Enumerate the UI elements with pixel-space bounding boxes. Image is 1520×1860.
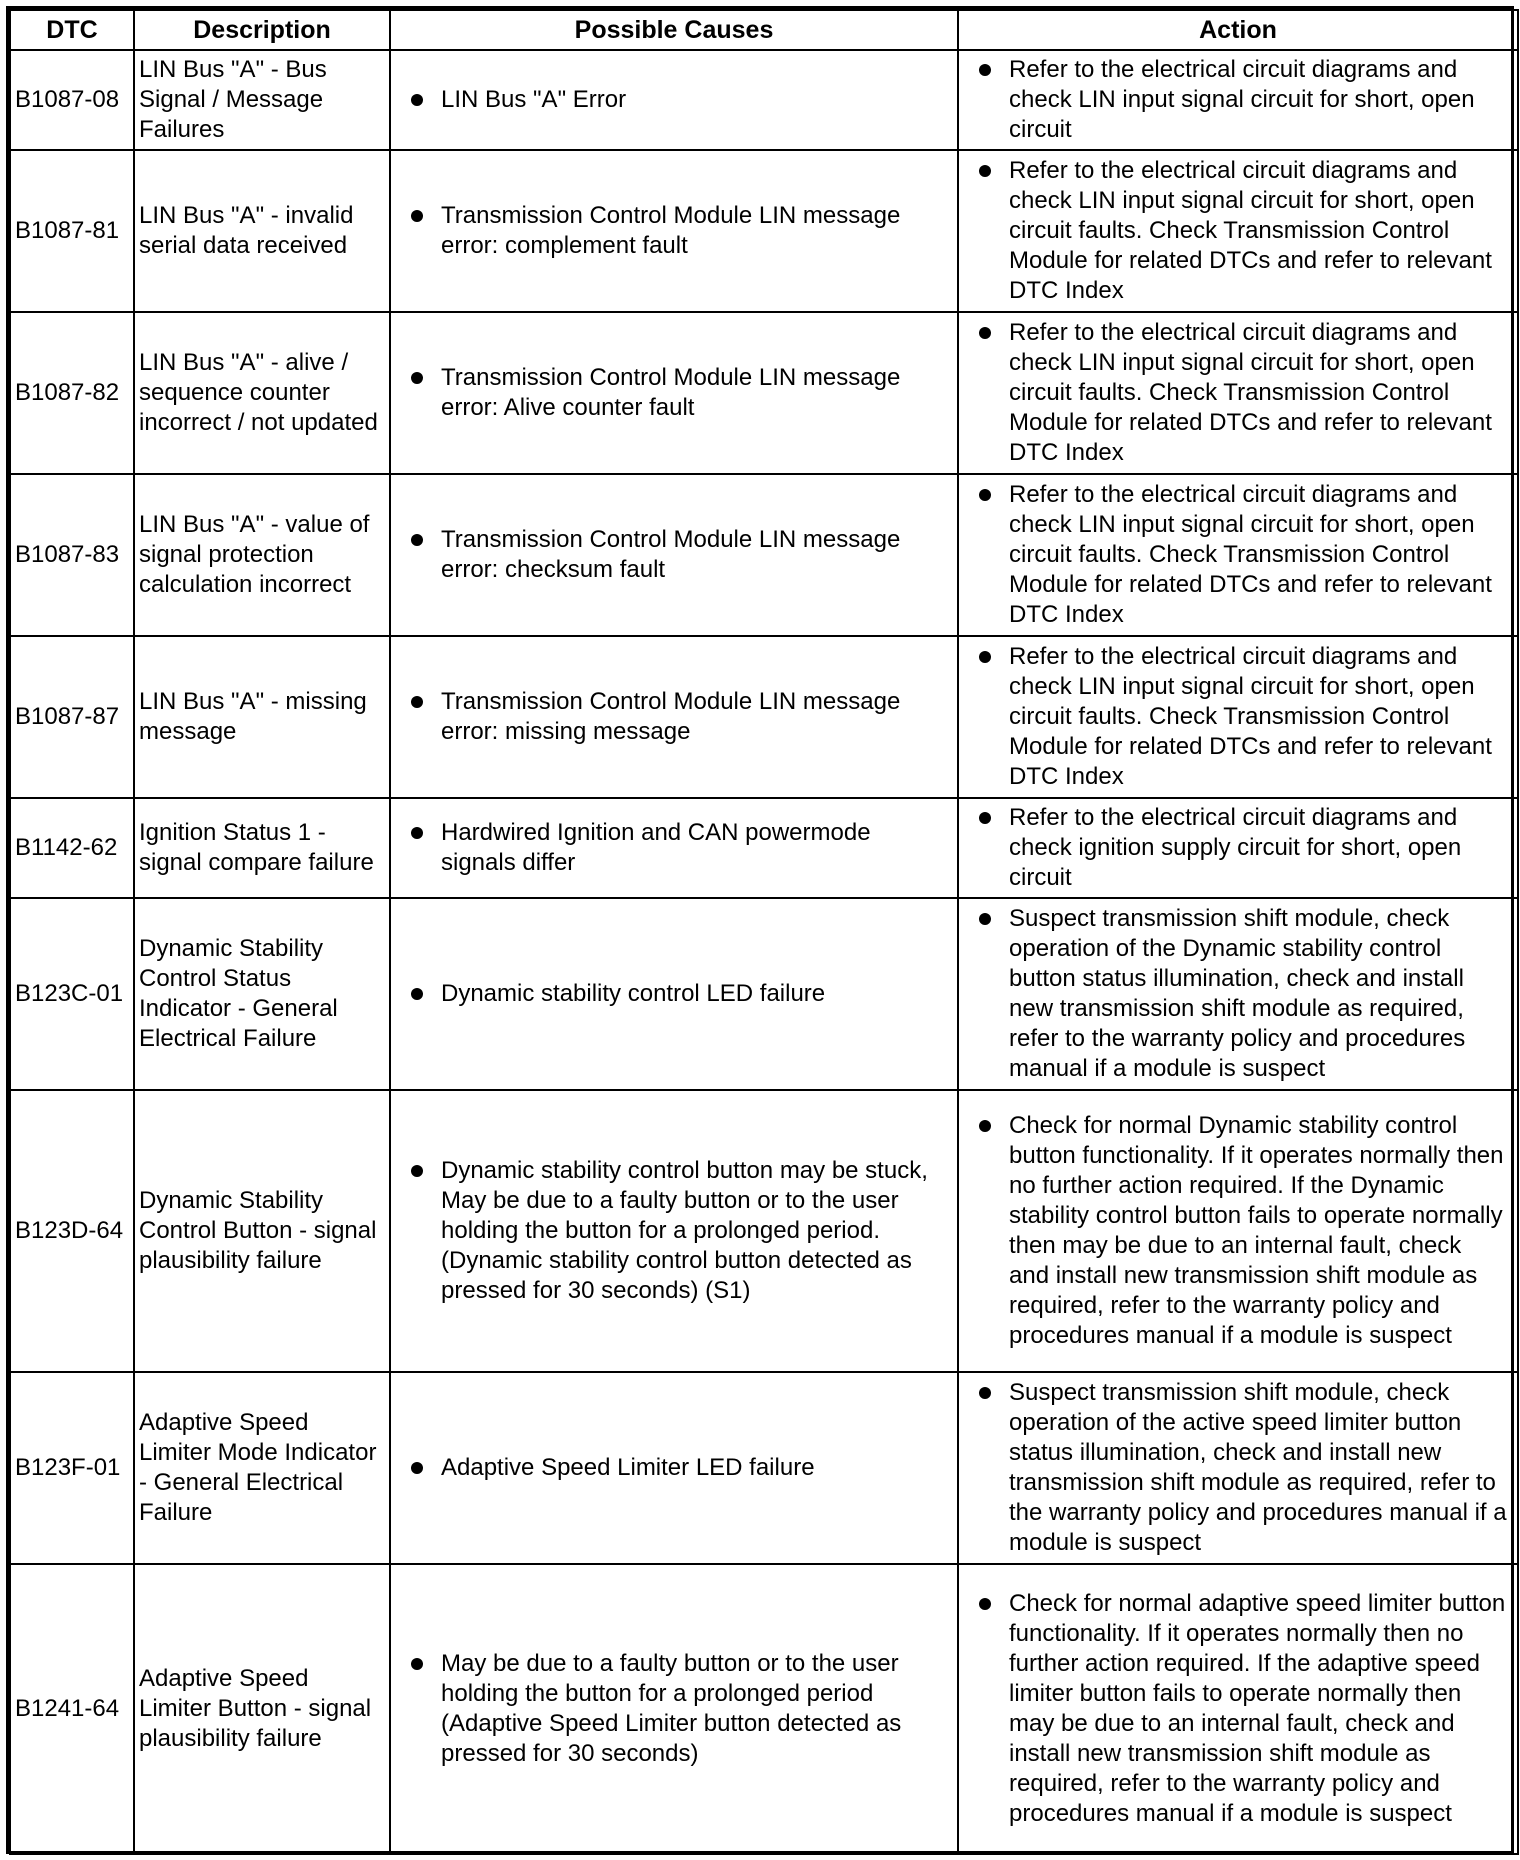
action-text: Refer to the electrical circuit diagrams and check LIN input signal circuit for short, open circuit faults. Check Transmission Control Module for related DTCs and refer to relevant DTC Index [1009,481,1492,628]
table-row [10,50,1518,150]
table-row [10,312,1518,474]
possible-cause: Hardwired Ignition and CAN powermode signals differ [441,819,871,876]
dtc-table-sheet [6,6,1514,1854]
possible-cause: Transmission Control Module LIN message error: Alive counter fault [441,364,901,421]
dtc-description: Dynamic Stability Control Button - signal plausibility failure [134,1090,390,1372]
table-row [10,1090,1518,1372]
possible-cause: Transmission Control Module LIN message error: checksum fault [441,526,901,583]
action-text: Check for normal adaptive speed limiter button functionality. If it operates normally then no further action required. If the adaptive speed limiter button fails to operate normally then may be due to an internal fault, check and install new transmission shift module as required, refer to the warranty policy and procedures manual if a module is suspect [1009,1590,1506,1827]
header-possible-causes: Possible Causes [390,10,958,50]
action-text: Suspect transmission shift module, check operation of the active speed limiter button status illumination, check and install new transmission shift module as required, refer to the warranty policy and procedures manual if a module is suspect [1009,1379,1507,1556]
dtc-description: LIN Bus "A" - invalid serial data received [134,150,390,312]
action-text: Refer to the electrical circuit diagrams and check LIN input signal circuit for short, open circuit [1009,56,1475,143]
table-row [10,898,1518,1090]
dtc-code: B1087-08 [10,50,134,150]
dtc-code: B1241-64 [10,1564,134,1854]
dtc-code: B1087-83 [10,474,134,636]
bullet-icon [411,1165,423,1177]
table-row [10,798,1518,898]
possible-cause: Transmission Control Module LIN message error: missing message [441,688,901,745]
possible-cause: Dynamic stability control button may be stuck, May be due to a faulty button or to the user holding the button for a prolonged period. (Dynamic stability control button detected as pressed for 30 seconds) (S1) [441,1157,928,1304]
bullet-icon [979,1120,991,1132]
action-text: Refer to the electrical circuit diagrams and check LIN input signal circuit for short, open circuit faults. Check Transmission Control Module for related DTCs and refer to relevant DTC Index [1009,157,1492,304]
bullet-icon [411,988,423,1000]
bullet-icon [411,372,423,384]
bullet-icon [411,827,423,839]
bullet-icon [979,327,991,339]
table-row [10,1372,1518,1564]
action-text: Refer to the electrical circuit diagrams and check LIN input signal circuit for short, open circuit faults. Check Transmission Control Module for related DTCs and refer to relevant DTC Index [1009,319,1492,466]
action-text: Refer to the electrical circuit diagrams and check ignition supply circuit for short, open circuit [1009,804,1462,891]
bullet-icon [979,812,991,824]
dtc-description: Adaptive Speed Limiter Mode Indicator - General Electrical Failure [134,1372,390,1564]
possible-cause: May be due to a faulty button or to the user holding the button for a prolonged period (Adaptive Speed Limiter button detected as pressed for 30 seconds) [441,1650,902,1767]
dtc-code: B123C-01 [10,898,134,1090]
header-description: Description [134,10,390,50]
dtc-table [9,9,1519,1855]
dtc-description: Adaptive Speed Limiter Button - signal plausibility failure [134,1564,390,1854]
dtc-description: LIN Bus "A" - missing message [134,636,390,798]
possible-cause: Adaptive Speed Limiter LED failure [441,1454,815,1481]
bullet-icon [411,94,423,106]
possible-cause: Dynamic stability control LED failure [441,980,826,1007]
bullet-icon [979,489,991,501]
dtc-code: B1087-87 [10,636,134,798]
table-row [10,636,1518,798]
dtc-code: B123D-64 [10,1090,134,1372]
action-text: Refer to the electrical circuit diagrams and check LIN input signal circuit for short, open circuit faults. Check Transmission Control Module for related DTCs and refer to relevant DTC Index [1009,643,1492,790]
header-dtc: DTC [10,10,134,50]
dtc-description: Ignition Status 1 - signal compare failure [134,798,390,898]
bullet-icon [979,1598,991,1610]
bullet-icon [411,534,423,546]
dtc-description: LIN Bus "A" - Bus Signal / Message Failures [134,50,390,150]
dtc-code: B1087-81 [10,150,134,312]
bullet-icon [411,1658,423,1670]
dtc-description: LIN Bus "A" - alive / sequence counter incorrect / not updated [134,312,390,474]
bullet-icon [979,1387,991,1399]
bullet-icon [411,210,423,222]
dtc-code: B123F-01 [10,1372,134,1564]
bullet-icon [979,651,991,663]
action-text: Check for normal Dynamic stability control button functionality. If it operates normally then no further action required. If the Dynamic stability control button fails to operate normally then may be due to an internal fault, check and install new transmission shift module as required, refer to the warranty policy and procedures manual if a module is suspect [1009,1112,1504,1349]
dtc-description: LIN Bus "A" - value of signal protection calculation incorrect [134,474,390,636]
dtc-code: B1142-62 [10,798,134,898]
table-row [10,474,1518,636]
bullet-icon [979,913,991,925]
bullet-icon [411,1462,423,1474]
table-row [10,1564,1518,1854]
dtc-code: B1087-82 [10,312,134,474]
bullet-icon [411,696,423,708]
bullet-icon [979,64,991,76]
table-row [10,150,1518,312]
bullet-icon [979,165,991,177]
header-action: Action [958,10,1518,50]
table-header-row [10,10,1518,50]
possible-cause: LIN Bus "A" Error [441,86,627,113]
dtc-description: Dynamic Stability Control Status Indicator - General Electrical Failure [134,898,390,1090]
possible-cause: Transmission Control Module LIN message error: complement fault [441,202,901,259]
action-text: Suspect transmission shift module, check operation of the Dynamic stability control button status illumination, check and install new transmission shift module as required, refer to the warranty policy and procedures manual if a module is suspect [1009,905,1466,1082]
